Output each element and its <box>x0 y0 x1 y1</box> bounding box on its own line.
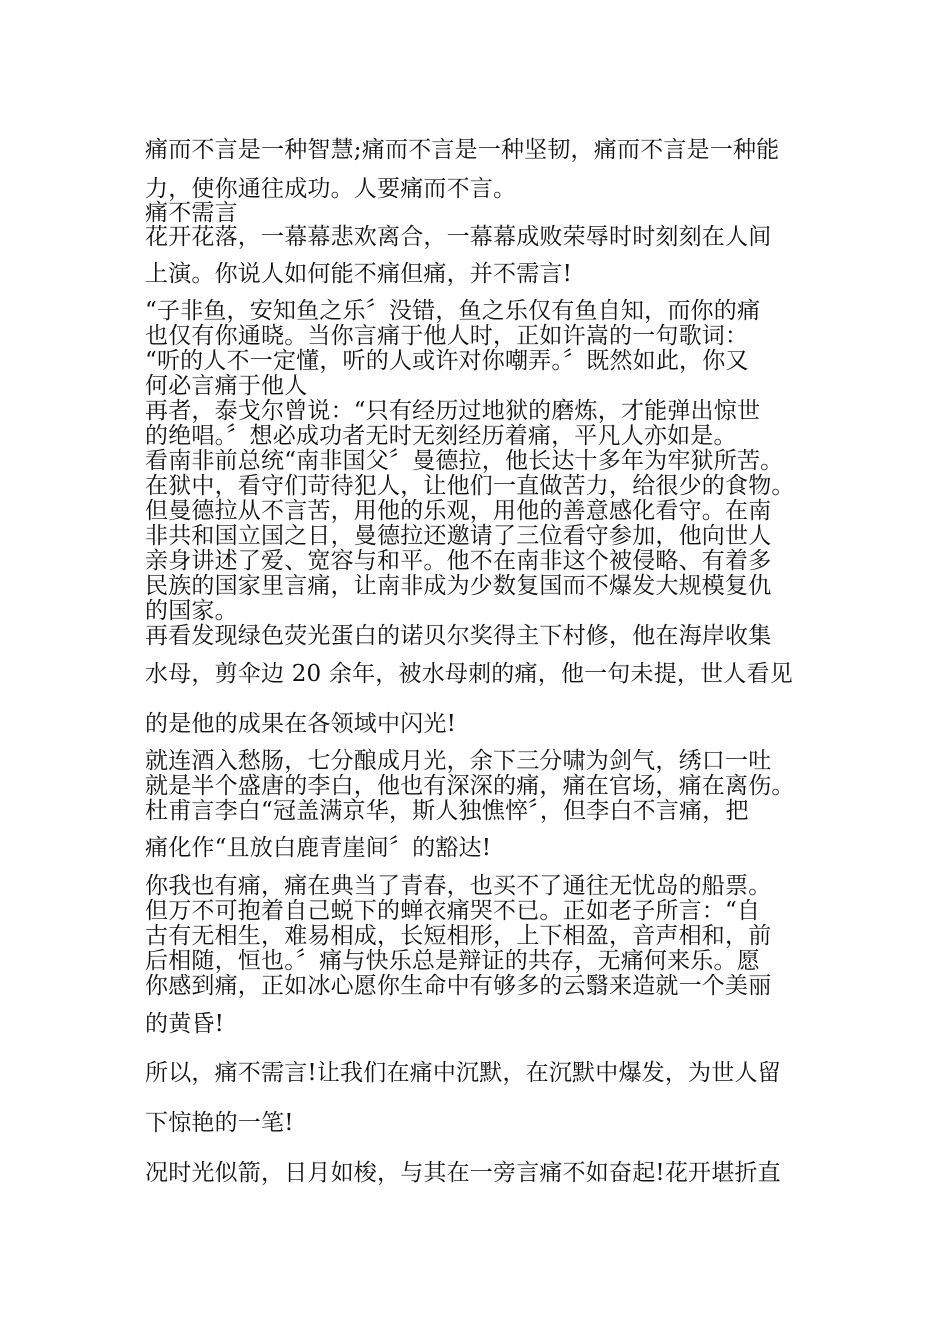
text-line: 再者，泰戈尔曾说：“只有经历过地狱的磨炼，才能弹出惊世 <box>145 398 761 424</box>
text-line: 就连酒入愁肠，七分酿成月光，余下三分啸为剑气，绣口一吐 <box>145 748 772 774</box>
text-line: 的国家。 <box>145 598 238 624</box>
text-line: 看南非前总统“南非国父〞曼德拉，他长达十多年为牢狱所苦。 <box>145 448 784 474</box>
text-line: 你我也有痛，痛在典当了青春，也买不了通往无忧岛的船票。 <box>145 873 772 899</box>
text-line: 民族的国家里言痛，让南非成为少数复国而不爆发大规模复仇 <box>145 573 772 599</box>
text-line: 何必言痛于他人 <box>145 373 308 399</box>
text-line: 花开花落，一幕幕悲欢离合，一幕幕成败荣辱时时刻刻在人间 <box>145 224 772 250</box>
text-line: 在狱中，看守们苛待犯人，让他们一直做苦力，给很少的食物。 <box>145 473 795 499</box>
text-line: 亲身讲述了爱、宽容与和平。他不在南非这个被侵略、有着多 <box>145 548 772 574</box>
text-line: “听的人不一定懂，听的人或许对你嘲弄。〞既然如此，你又 <box>145 348 749 374</box>
text-line: 古有无相生，难易相成，长短相形，上下相盈，音声相和，前 <box>145 923 772 949</box>
text-line: 但曼德拉从不言苦，用他的乐观，用他的善意感化看守。在南 <box>145 498 772 524</box>
text-line: 也仅有你通晓。当你言痛于他人时，正如许嵩的一句歌词： <box>145 323 749 349</box>
text-line: 痛化作“且放白鹿青崖间〞的豁达! <box>145 835 492 861</box>
text-line: 的绝唱。〞想必成功者无时无刻经历着痛，平凡人亦如是。 <box>145 423 737 449</box>
section-heading: 痛不需言 <box>145 200 238 226</box>
text-line: “子非鱼，安知鱼之乐〞没错，鱼之乐仅有鱼自知，而你的痛 <box>145 298 761 324</box>
text-line: 痛而不言是一种智慧;痛而不言是一种坚韧，痛而不言是一种能 <box>145 137 780 163</box>
text-line: 杜甫言李白“冠盖满京华，斯人独憔悴〞，但李白不言痛，把 <box>145 798 749 824</box>
text-line: 的是他的成果在各领域中闪光! <box>145 711 457 737</box>
text-line: 下惊艳的一笔! <box>145 1110 294 1136</box>
text-line: 况时光似箭，日月如梭，与其在一旁言痛不如奋起!花开堪折直 <box>145 1160 781 1186</box>
text-line: 所以，痛不需言!让我们在痛中沉默，在沉默中爆发，为世人留 <box>145 1060 781 1086</box>
text-line: 但万不可抱着自己蜕下的蝉衣痛哭不已。正如老子所言：“自 <box>145 898 761 924</box>
text-line: 力，使你通往成功。人要痛而不言。 <box>145 176 517 202</box>
text-line: 后相随，恒也。〞痛与快乐总是辩证的共存，无痛何来乐。愿 <box>145 948 760 974</box>
text-line: 再看发现绿色荧光蛋白的诺贝尔奖得主下村修，他在海岸收集 <box>145 623 772 649</box>
text-line: 水母，剪伞边 20 余年，被水母刺的痛，他一句未提，世人看见 <box>145 661 793 687</box>
text-line: 上演。你说人如何能不痛但痛，并不需言! <box>145 261 573 287</box>
text-line: 就是半个盛唐的李白，他也有深深的痛，痛在官场，痛在离伤。 <box>145 773 795 799</box>
text-line: 非共和国立国之日，曼德拉还邀请了三位看守参加，他向世人 <box>145 523 772 549</box>
text-line: 你感到痛，正如冰心愿你生命中有够多的云翳来造就一个美丽 <box>145 973 772 999</box>
text-line: 的黄昏! <box>145 1011 225 1037</box>
